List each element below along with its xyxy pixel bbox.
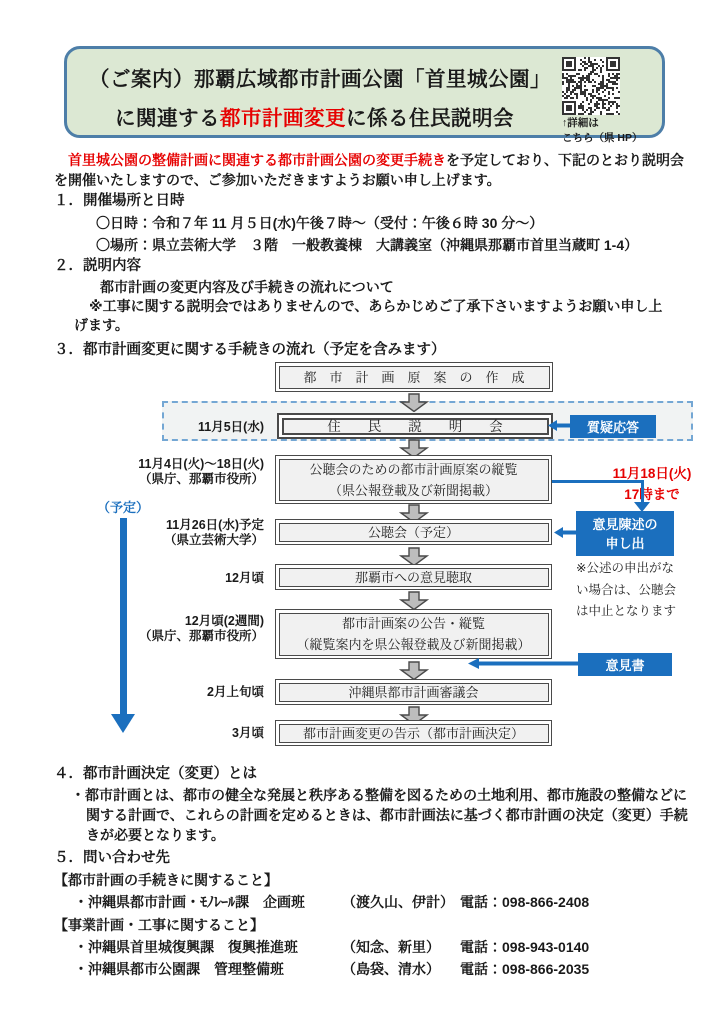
contact-names: （渡久山、伊計） [342,894,454,910]
procedure-flowchart [0,358,724,760]
flow-box-hearing [275,519,552,545]
flow-box-label: 都市計画原案の作成 [279,366,550,389]
flow-label-date-4 [62,571,264,586]
contact-phone: 電話：098-943-0140 [460,938,590,955]
section2-heading: ２．説明内容 [54,258,141,274]
contact-row [54,891,710,914]
flow-label-subtext: （県立芸術大学） [163,533,264,547]
flow-box-line2: （縦覧案内を県公報登載及び新聞掲載） [296,637,531,652]
intro-paragraph [54,150,696,190]
flow-label-date-5 [62,614,264,644]
contact-names: （知念、新里） [342,938,440,955]
flow-label-text: 11月5日(水) [198,420,264,434]
flow-box-label [279,613,549,656]
qa-session-box [570,415,656,438]
qr-caption-line2: こちら（県 HP） [562,132,643,144]
opinion-box-line1: 意見陳述の [592,516,658,532]
qr-block [562,57,643,145]
contact-names: （島袋、清水） [342,961,440,977]
hearing-cancel-note: ※公述の申出がない場合は、公聴会は中止となります [576,561,677,618]
section1-heading: １．開催場所と日時 [54,193,185,209]
contact-group1-heading: 【都市計画の手続きに関すること】 [54,872,278,888]
sections-1-3 [54,191,706,361]
ikensho-left-arrow [468,657,578,670]
flow-box-residents-meeting [277,413,553,439]
page-title-line2 [115,101,514,131]
flow-label-date-1 [62,420,264,435]
opinion-statement-box [576,511,674,556]
deadline-time: 17時まで [624,487,680,502]
section3-heading: ３．都市計画変更に関する手続きの流れ（予定を含みます） [54,342,446,358]
flow-label-date-2 [62,457,264,487]
flow-box-line1: 都市計画案の公告・縦覧 [341,616,485,631]
flow-label-subtext: （県庁、那覇市役所） [138,472,264,486]
flow-box-public-notice [275,609,552,659]
qr-caption-line1: ↑詳細は [562,117,599,129]
title-line2-suffix: に係る住民説明会 [346,107,514,130]
intro-red-text: 首里城公園の整備計画に関連する都市計画公園の変更手続き [68,152,446,168]
qa-session-label: 質疑応答 [586,420,639,435]
contact-phone: 電話：098-866-2408 [460,894,590,910]
title-line2-prefix: に関連する [115,107,220,130]
section4-heading: ４．都市計画決定（変更）とは [54,766,257,782]
qa-left-arrow [548,419,570,432]
flow-box-label [279,459,549,501]
flow-box-label: 那覇市への意見聴取 [279,568,549,587]
deadline-date: 11月18日(火) [612,466,692,481]
flow-box-naha-opinion [275,564,552,590]
contact-row [54,936,710,959]
flow-box-inspection [275,455,552,504]
flow-box-line2: （県公報登載及び新聞掲載） [328,482,498,498]
sections-4-5 [54,764,710,981]
flow-label-text: 3月頃 [232,726,264,740]
contact-dept: ・沖縄県首里城復興課 復興推進班 [74,938,298,955]
page-title-line1: （ご案内）那覇広域都市計画公園「首里城公園」 [89,68,551,91]
contact-dept: ・沖縄県都市計画・ﾓﾉﾚｰﾙ課 企画班 [74,894,305,910]
flow-down-arrow [399,591,429,610]
flow-box-label: 住民説明会 [282,418,549,435]
flow-box-council [275,679,552,705]
intro-black-text: を予定しており、下記のとおり説明会を開催いたしますので、ご参加いただきますようお願い申し上げます。 [54,152,684,188]
section5-heading: ５．問い合わせ先 [54,850,170,866]
section2-line1: 都市計画の変更内容及び手続きの流れについて [100,279,394,295]
flow-box-label: 沖縄県都市計画審議会 [279,683,549,702]
flow-label-date-6 [62,685,264,700]
flow-label-subtext: （県庁、那覇市役所） [138,629,264,643]
opinion-box-line2: 申し出 [605,535,645,551]
title-line2-red: 都市計画変更 [220,107,346,130]
section2-line2: ※工事に関する説明会ではありませんので、あらかじめご了承下さいますようお願い申し上げます。 [74,298,663,333]
planned-label: （予定） [96,500,149,515]
written-opinion-box [578,653,672,676]
qr-code-icon [562,57,620,115]
flow-label-text: 11月26日(水)予定 [166,518,264,532]
contact-dept: ・沖縄県都市公園課 管理整備班 [74,961,284,977]
flow-label-text: 12月頃(2週間) [184,614,264,628]
flow-box-label: 公聴会（予定） [279,523,549,542]
flow-label-date-7 [62,726,264,741]
contact-row [54,958,710,981]
flow-label-date-3 [62,518,264,548]
flow-down-arrow [399,661,429,680]
flow-label-text: 12月頃 [225,571,264,585]
flow-box-final-notice [275,720,552,746]
contact-phone: 電話：098-866-2035 [460,961,590,977]
flow-label-text: 11月4日(火)～18日(火) [138,457,264,471]
contact-group2-heading: 【事業計画・工事に関すること】 [54,916,264,933]
flow-box-draft-plan [275,362,553,392]
section4-body: ・都市計画とは、都市の健全な発展と秩序ある整備を図るための土地利用、都市施設の整備などに関する計画で、これらの計画を定めるときは、都市計画法に基づく都市計画の決定（変更）手続きが必要となります。 [71,787,688,843]
deadline-connector-line [552,480,644,504]
flow-box-line1: 公聴会のための都市計画原案の縦覧 [309,461,518,477]
flow-down-arrow [399,393,429,412]
flow-label-text: 2月上旬頃 [207,685,264,699]
header-title-box [64,46,665,144]
opinion-left-arrow [554,526,576,539]
section1-place: 〇場所：県立芸術大学 ３階 一般教養棟 大講義室（沖縄県那覇市首里当蔵町 1-4） [96,237,639,253]
flow-box-label: 都市計画変更の告示（都市計画決定） [279,724,549,743]
section1-datetime: 〇日時：令和７年 11 月５日(水)午後７時～（受付：午後６時 30 分～） [96,215,544,231]
written-opinion-label: 意見書 [605,658,645,673]
